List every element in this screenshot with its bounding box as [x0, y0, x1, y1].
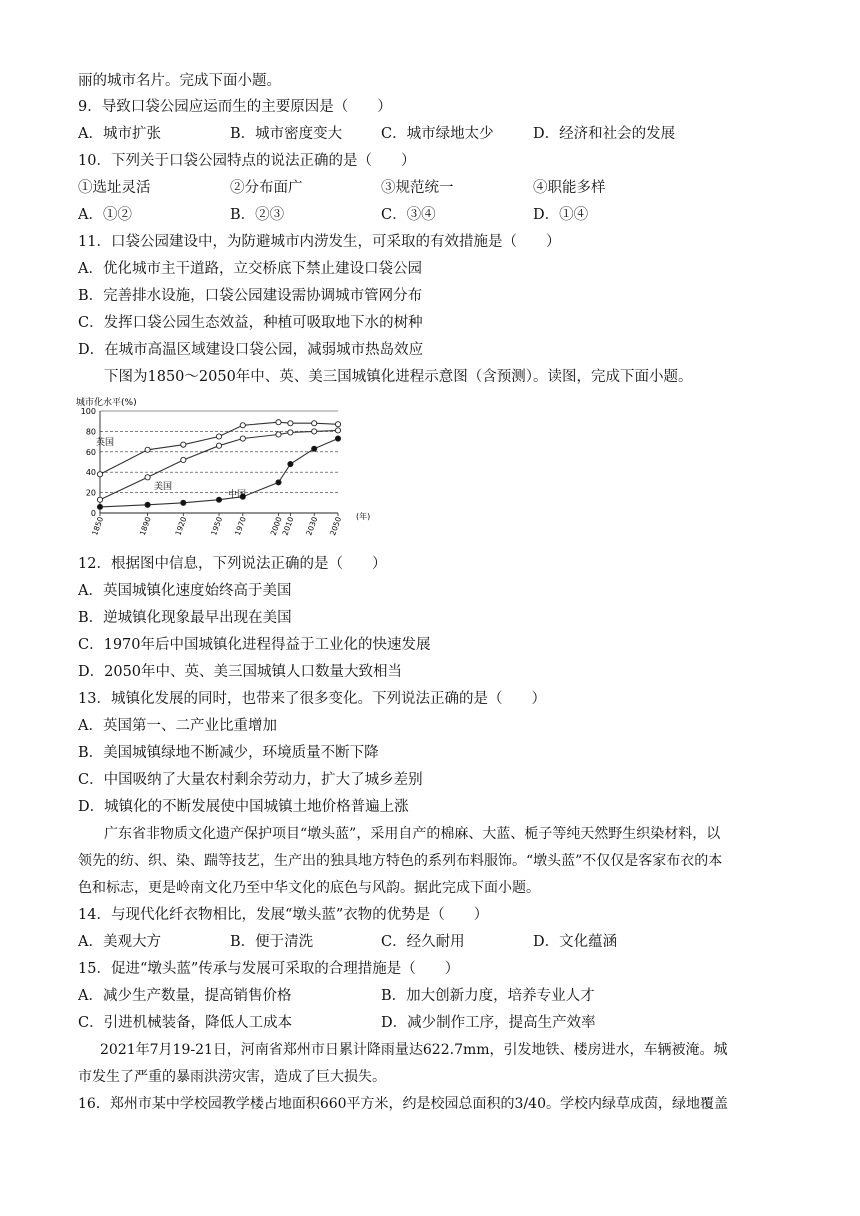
option-c[interactable]: C．城市绿地太少: [381, 126, 494, 142]
data-point: [335, 422, 340, 427]
x-axis-label: (年): [356, 512, 371, 521]
passage-line-5: 市发生了严重的暴雨洪涝灾害，造成了巨大损失。: [78, 1069, 386, 1085]
data-point: [335, 436, 340, 441]
y-axis-label: 城市化水平(%): [76, 398, 137, 408]
option-d[interactable]: D．2050年中、英、美三国城镇人口数量大致相当: [78, 664, 403, 680]
urbanization-line-chart: [74, 395, 374, 545]
passage-line-4: 2021年7月19-21日，河南省郑州市日累计降雨量达622.7mm，引发地铁、楼房进水，车辆被淹。城: [100, 1042, 728, 1058]
data-point: [276, 480, 281, 485]
option-d[interactable]: D．减少制作工序，提高生产效率: [381, 1015, 596, 1031]
data-point: [312, 446, 317, 451]
question-15: 15．促进“墩头蓝”传承与发展可采取的合理措施是（ ）: [78, 961, 460, 977]
series-line-1: [100, 430, 338, 499]
option-b[interactable]: B．便于清洗: [230, 934, 314, 950]
option-a[interactable]: A．美观大方: [78, 934, 161, 950]
y-tick-label: 80: [85, 427, 96, 437]
option-b[interactable]: B．②③: [230, 207, 285, 223]
statement-4: ④职能多样: [533, 180, 606, 196]
passage-line-3: 色和标志，更是岭南文化乃至中华文化的底色与风韵。据此完成下面小题。: [78, 880, 540, 896]
statement-2: ②分布面广: [230, 180, 303, 196]
option-c[interactable]: C．中国吸纳了大量农村剩余劳动力，扩大了城乡差别: [78, 772, 423, 788]
question-16: 16．郑州市某中学校园教学楼占地面积660平方米，约是校园总面积的3/40。学校内绿草成茵，绿地覆盖: [78, 1096, 728, 1112]
data-point: [216, 443, 221, 448]
passage-line-1: 广东省非物质文化遗产保护项目“墩头蓝”，采用自产的棉麻、大蓝、栀子等纯天然野生织染材料，以: [104, 826, 721, 842]
data-point: [145, 475, 150, 480]
option-d[interactable]: D．在城市高温区域建设口袋公园，减弱城市热岛效应: [78, 342, 424, 358]
option-a[interactable]: A．城市扩张: [78, 126, 161, 142]
option-b[interactable]: B．城市密度变大: [230, 126, 343, 142]
x-tick-label: 2000: [268, 515, 284, 537]
data-point: [181, 442, 186, 447]
chart-intro: 下图为1850～2050年中、英、美三国城镇化进程示意图（含预测）。读图，完成下面小题。: [104, 369, 693, 385]
x-tick-label: 2010: [280, 515, 296, 537]
y-tick-label: 60: [85, 447, 96, 457]
question-13: 13．城镇化发展的同时，也带来了很多变化。下列说法正确的是（ ）: [78, 691, 546, 707]
series-label-china: 中国: [228, 490, 247, 500]
intro-fragment: 丽的城市名片。完成下面小题。: [78, 73, 281, 89]
option-b[interactable]: B．完善排水设施，口袋公园建设需协调城市管网分布: [78, 288, 423, 304]
passage-line-2: 领先的纺、织、染、踹等技艺，生产出的独具地方特色的系列布料服饰。“墩头蓝”不仅仅是客家布衣的本: [78, 853, 723, 869]
option-a[interactable]: A．英国第一、二产业比重增加: [78, 718, 277, 734]
y-tick-label: 20: [85, 488, 96, 498]
option-d[interactable]: D．文化蕴涵: [533, 934, 618, 950]
series-label-uk: 英国: [96, 438, 115, 448]
data-point: [145, 502, 150, 507]
option-a[interactable]: A．优化城市主干道路，立交桥底下禁止建设口袋公园: [78, 261, 422, 277]
question-10: 10．下列关于口袋公园特点的说法正确的是（ ）: [78, 153, 416, 169]
data-point: [181, 457, 186, 462]
data-point: [97, 497, 102, 502]
data-point: [288, 430, 293, 435]
option-a[interactable]: A．①②: [78, 207, 132, 223]
option-a[interactable]: A．减少生产数量，提高销售价格: [78, 988, 292, 1004]
option-c[interactable]: C．1970年后中国城镇化进程得益于工业化的快速发展: [78, 637, 431, 653]
x-tick-label: 1950: [209, 515, 225, 537]
option-b[interactable]: B．加大创新力度，培养专业人才: [381, 988, 595, 1004]
data-point: [312, 429, 317, 434]
option-c[interactable]: C．经久耐用: [381, 934, 465, 950]
series-line-2: [100, 439, 338, 507]
data-point: [240, 423, 245, 428]
y-tick-label: 0: [90, 509, 96, 518]
series-label-usa: 美国: [154, 482, 173, 492]
x-tick-label: 1890: [137, 515, 153, 537]
data-point: [276, 432, 281, 437]
option-c[interactable]: C．发挥口袋公园生态效益，种植可吸取地下水的树种: [78, 315, 423, 331]
data-point: [216, 497, 221, 502]
option-d[interactable]: D．经济和社会的发展: [533, 126, 676, 142]
question-9: 9．导致口袋公园应运而生的主要原因是（ ）: [78, 99, 392, 115]
data-point: [312, 421, 317, 426]
question-12: 12．根据图中信息，下列说法正确的是（ ）: [78, 556, 387, 572]
data-point: [288, 421, 293, 426]
question-11: 11．口袋公园建设中，为防避城市内涝发生，可采取的有效措施是（ ）: [78, 234, 561, 250]
option-b[interactable]: B．逆城镇化现象最早出现在美国: [78, 610, 292, 626]
y-tick-label: 100: [80, 407, 96, 416]
option-c[interactable]: C．引进机械装备，降低人工成本: [78, 1015, 293, 1031]
data-point: [276, 420, 281, 425]
x-tick-label: 2050: [328, 515, 344, 537]
option-a[interactable]: A．英国城镇化速度始终高于美国: [78, 583, 292, 599]
statement-3: ③规范统一: [381, 180, 454, 196]
data-point: [288, 461, 293, 466]
data-point: [335, 428, 340, 433]
option-c[interactable]: C．③④: [381, 207, 436, 223]
question-14: 14．与现代化纤衣物相比，发展“墩头蓝”衣物的优势是（ ）: [78, 907, 489, 923]
option-d[interactable]: D．①④: [533, 207, 589, 223]
y-tick-label: 40: [85, 468, 96, 478]
option-d[interactable]: D．城镇化的不断发展使中国城镇土地价格普遍上涨: [78, 799, 409, 815]
x-tick-label: 1850: [90, 515, 106, 537]
option-b[interactable]: B．美国城镇绿地不断减少，环境质量不断下降: [78, 745, 379, 761]
data-point: [145, 447, 150, 452]
data-point: [97, 504, 102, 509]
data-point: [181, 500, 186, 505]
x-tick-label: 1920: [173, 515, 189, 537]
data-point: [240, 436, 245, 441]
data-point: [216, 434, 221, 439]
x-tick-label: 2030: [304, 515, 320, 537]
data-point: [97, 472, 102, 477]
statement-1: ①选址灵活: [78, 180, 151, 196]
x-tick-label: 1970: [232, 515, 248, 537]
